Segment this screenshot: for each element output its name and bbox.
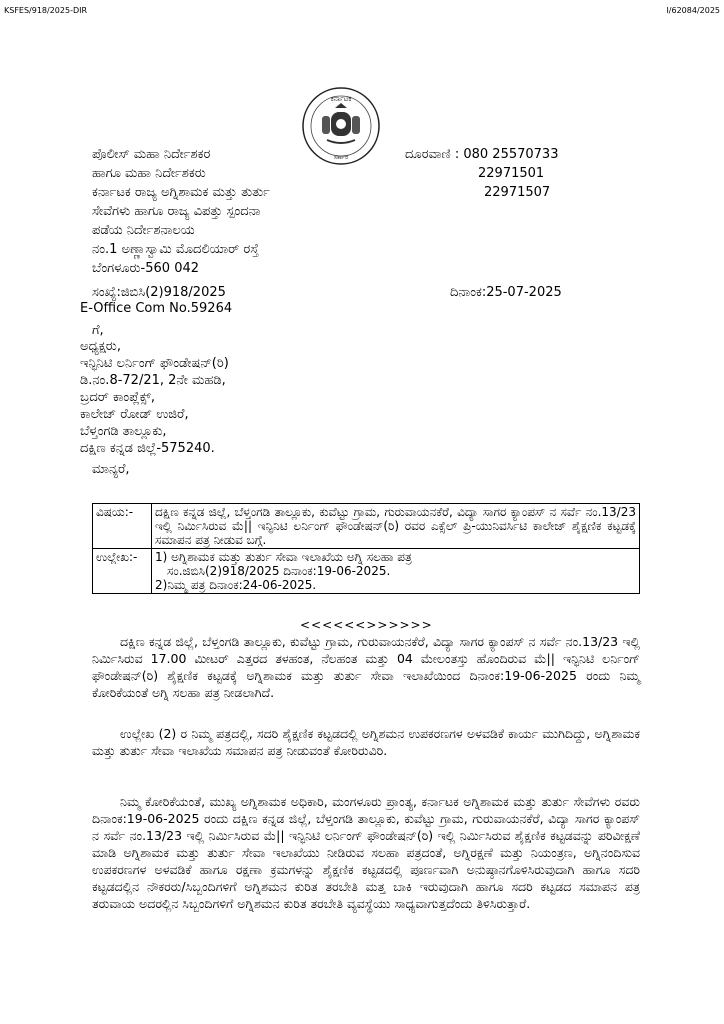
body-paragraph-2 (92, 725, 640, 759)
salutation: ಮಾನ್ಯರೆ, (92, 462, 130, 477)
body-paragraph-1 (92, 633, 640, 701)
reference-item: 1) ಅಗ್ನಿಶಾಮಕ ಮತ್ತು ತುರ್ತು ಸೇವಾ ಇಲಾಖೆಯ ಅಗ್ನಿ ಸಲಹಾ ಪತ್ರ (155, 550, 412, 564)
file-reference-right: I/62084/2025 (666, 6, 720, 15)
phone-number: 22971507 (484, 185, 551, 200)
recipient-line: ದಕ್ಷಿಣ ಕನ್ನಡ ಜಿಲ್ಲೆ-575240. (80, 441, 215, 456)
body-paragraph-3 (92, 793, 640, 912)
sender-line: ನಂ.1 ಅಣ್ಣಾಸ್ವಾಮಿ ಮೊದಲಿಯಾರ್ ರಸ್ತೆ (92, 242, 259, 257)
phone-label: ದೂರವಾಣಿ : 080 25570733 (405, 147, 559, 162)
recipient-line: ಬ್ರದರ್ ಕಾಂಪ್ಲೆಕ್ಸ್, (80, 390, 156, 405)
reference-row (93, 549, 640, 594)
emblem-bottom-text: ಸರ್ಕಾರ (333, 154, 349, 161)
reference-item: 2)ನಿಮ್ಮ ಪತ್ರ ದಿನಾಂಕ:24-06-2025. (155, 578, 317, 592)
sender-line: ಕರ್ನಾಟಕ ರಾಜ್ಯ ಅಗ್ನಿಶಾಮಕ ಮತ್ತು ತುರ್ತು (92, 185, 270, 200)
recipient-line: ಡಿ.ನಂ.8-72/21, 2ನೇ ಮಹಡಿ, (80, 373, 226, 388)
sender-line: ಪೊಲೀಸ್ ಮಹಾ ನಿರ್ದೇಶಕರ (92, 147, 211, 162)
reference-list (152, 549, 640, 594)
reference-date: ದಿನಾಂಕ:25-07-2025 (450, 285, 562, 300)
sender-line: ಪಡೆಯ ನಿರ್ದೇಶನಾಲಯ (92, 223, 195, 238)
recipient-line: ಕಾಲೇಜ್ ರೋಡ್ ಉಜಿರೆ, (80, 407, 189, 422)
reference-item: ಸಂ.ಜಿಬಿಸಿ(2)918/2025 ದಿನಾಂಕ:19-06-2025. (167, 564, 391, 578)
subject-reference-table (92, 503, 640, 594)
section-separator: <<<<<<>>>>>> (300, 618, 433, 632)
reference-number: ಸಂಖ್ಯೆ:ಜಿಬಿಸಿ(2)918/2025 (92, 285, 226, 300)
subject-row (93, 504, 640, 549)
reference-label: ಉಲ್ಲೇಖ:- (93, 549, 152, 594)
subject-label: ವಿಷಯ:- (93, 504, 152, 549)
eoffice-number: E-Office Com No.59264 (80, 301, 233, 316)
paragraph-text: ಉಲ್ಲೇಖ (2) ರ ನಿಮ್ಮ ಪತ್ರದಲ್ಲಿ, ಸದರಿ ಶೈಕ್ಷಣಿಕ ಕಟ್ಟಡದಲ್ಲಿ ಅಗ್ನಿಶಮನ ಉಪಕರಣಗಳ ಅಳವಡಿಕೆ ಕಾರ್ಯ ಮುಗಿದಿದ್ದು, ಅಗ್ನಿಶಾಮಕ ಮತ್ತು ತುರ್ತು ಸೇವಾ ಇಲಾಖೆಯ ಸಮಾಪನ ಪತ್ರ ನೀಡುವಂತೆ ಕೋರಿರುವಿರಿ. (92, 726, 640, 758)
recipient-line: ಇನ್ಫಿನಿಟಿ ಲರ್ನಿಂಗ್ ಫೌಂಡೇಷನ್(ರಿ) (80, 356, 229, 371)
sender-line: ಬೆಂಗಳೂರು-560 042 (92, 261, 200, 276)
sender-line: ಸೇವೆಗಳು ಹಾಗೂ ರಾಜ್ಯ ವಿಪತ್ತು ಸ್ಪಂದನಾ (92, 204, 261, 219)
sender-line: ಹಾಗೂ ಮಹಾ ನಿರ್ದೇಶಕರು (92, 166, 206, 181)
paragraph-text: ದಕ್ಷಿಣ ಕನ್ನಡ ಜಿಲ್ಲೆ, ಬೆಳ್ತಂಗಡಿ ತಾಲ್ಲೂಕು, ಕುವೆಟ್ಟು ಗ್ರಾಮ, ಗುರುವಾಯನಕೆರೆ, ವಿದ್ಯಾ ಸಾಗರ ಕ್ಯಾಂಪಸ್ ನ ಸರ್ವೆ ನಂ.13/23 ಇಲ್ಲಿ ನಿರ್ಮಿಸಿರುವ 17.00 ಮೀಟರ್ ಎತ್ತರದ ತಳಹಂತ, ನೆಲಹಂತ ಮತ್ತು 04 ಮೇಲಂತಸ್ತು ಹೊಂದಿರುವ ಮೆ|| ಇನ್ಫಿನಿಟಿ ಲರ್ನಿಂಗ್ ಫೌಂಡೇಷನ್(ರಿ) ಶೈಕ್ಷಣಿಕ ಕಟ್ಟಡಕ್ಕೆ ಅಗ್ನಿಶಾಮಕ ಮತ್ತು ತುರ್ತು ಸೇವಾ ಇಲಾಖೆಯಿಂದ ದಿನಾಂಕ:19-06-2025 ರಂದು ನಿಮ್ಮ ಕೋರಿಕೆಯಂತೆ ಅಗ್ನಿ ಸಲಹಾ ಪತ್ರ ನೀಡಲಾಗಿದೆ. (92, 634, 640, 700)
paragraph-text: ನಿಮ್ಮ ಕೋರಿಕೆಯಂತೆ, ಮುಖ್ಯ ಅಗ್ನಿಶಾಮಕ ಅಧಿಕಾರಿ, ಮಂಗಳೂರು ಪ್ರಾಂತ್ಯ, ಕರ್ನಾಟಕ ಅಗ್ನಿಶಾಮಕ ಮತ್ತು ತುರ್ತು ಸೇವೆಗಳು ರವರು ದಿನಾಂಕ:19-06-2025 ರಂದು ದಕ್ಷಿಣ ಕನ್ನಡ ಜಿಲ್ಲೆ, ಬೆಳ್ತಂಗಡಿ ತಾಲ್ಲೂಕು, ಕುವೆಟ್ಟು ಗ್ರಾಮ, ಗುರುವಾಯನಕೆರೆ, ವಿದ್ಯಾ ಸಾಗರ ಕ್ಯಾಂಪಸ್ ನ ಸರ್ವೆ ನಂ.13/23 ಇಲ್ಲಿ ನಿರ್ಮಿಸಿರುವ ಮೆ|| ಇನ್ಫಿನಿಟಿ ಲರ್ನಿಂಗ್ ಫೌಂಡೇಷನ್(ರಿ) ಇಲ್ಲಿ ನಿರ್ಮಿಸಿರುವ ಶೈಕ್ಷಣಿಕ ಕಟ್ಟಡವನ್ನು ಪರಿವೀಕ್ಷಣೆ ಮಾಡಿ ಅಗ್ನಿಶಾಮಕ ಮತ್ತು ತುರ್ತು ಸೇವಾ ಇಲಾಖೆಯು ನೀಡಿರುವ ಸಲಹಾ ಪತ್ರದಂತೆ, ಅಗ್ನಿರಕ್ಷಣೆ ಮತ್ತು ನಿಯಂತ್ರಣ, ಅಗ್ನಿನಂದಿಸುವ ಉಪಕರಣಗಳ ಅಳವಡಿಕೆ ಹಾಗೂ ರಕ್ಷಣಾ ಕ್ರಮಗಳನ್ನು ಶೈಕ್ಷಣಿಕ ಕಟ್ಟಡದಲ್ಲಿ ಪೂರ್ಣವಾಗಿ ಅನುಷ್ಠಾನಗೊಳಿಸಿರುವುದಾಗಿ ಹಾಗೂ ಸದರಿ ಕಟ್ಟಡದಲ್ಲಿನ ನೌಕರರು/ಸಿಬ್ಬಂದಿಗಳಿಗೆ ಅಗ್ನಿಶಮನ ಕುರಿತ ತರಬೇತಿ ಮತ್ತ ಬಾಕಿ ಇರುವುದಾಗಿ ಹಾಗೂ ಸದರಿ ಕಟ್ಟಡದ ಸಮಾಪನ ಪತ್ರ ತರುವಾಯ ಅದರಲ್ಲಿನ ಸಿಬ್ಬಂದಿಗಳಿಗೆ ಅಗ್ನಿಶಮನ ಕುರಿತ ತರಬೇತಿ ವ್ಯವಸ್ಥೆಯು ಸಾಧ್ಯವಾಗುತ್ತದೆಂದು ತಿಳಿಸಿರುತ್ತಾರೆ. (92, 794, 640, 911)
subject-text: ದಕ್ಷಿಣ ಕನ್ನಡ ಜಿಲ್ಲೆ, ಬೆಳ್ತಂಗಡಿ ತಾಲ್ಲೂಕು, ಕುವೆಟ್ಟು ಗ್ರಾಮ, ಗುರುವಾಯನಕೆರೆ, ವಿದ್ಯಾ ಸಾಗರ ಕ್ಯಾಂಪಸ್ ನ ಸರ್ವೆ ನಂ.13/23 ಇಲ್ಲಿ ನಿರ್ಮಿಸಿರುವ ಮೆ|| ಇನ್ಫಿನಿಟಿ ಲರ್ನಿಂಗ್ ಫೌಂಡೇಷನ್(ರಿ) ರವರ ಎಕ್ಸೆಲ್ ಪ್ರಿ-ಯುನಿವರ್ಸಿಟಿ ಕಾಲೇಜ್ ಶೈಕ್ಷಣಿಕ ಕಟ್ಟಡಕ್ಕೆ ಸಮಾಪನ ಪತ್ರ ನೀಡುವ ಬಗ್ಗೆ. (152, 504, 640, 549)
government-emblem-icon (301, 86, 381, 166)
recipient-line: ಬೆಳ್ತಂಗಡಿ ತಾಲ್ಲೂಕು, (80, 424, 167, 439)
recipient-line: ಅಧ್ಯಕ್ಷರು, (80, 339, 121, 354)
emblem-top-text: ಕರ್ನಾಟಕ (330, 95, 352, 103)
phone-number: 22971501 (478, 166, 545, 181)
recipient-to: ಗೆ, (92, 323, 104, 338)
file-reference-left: KSFES/918/2025-DIR (4, 6, 88, 15)
